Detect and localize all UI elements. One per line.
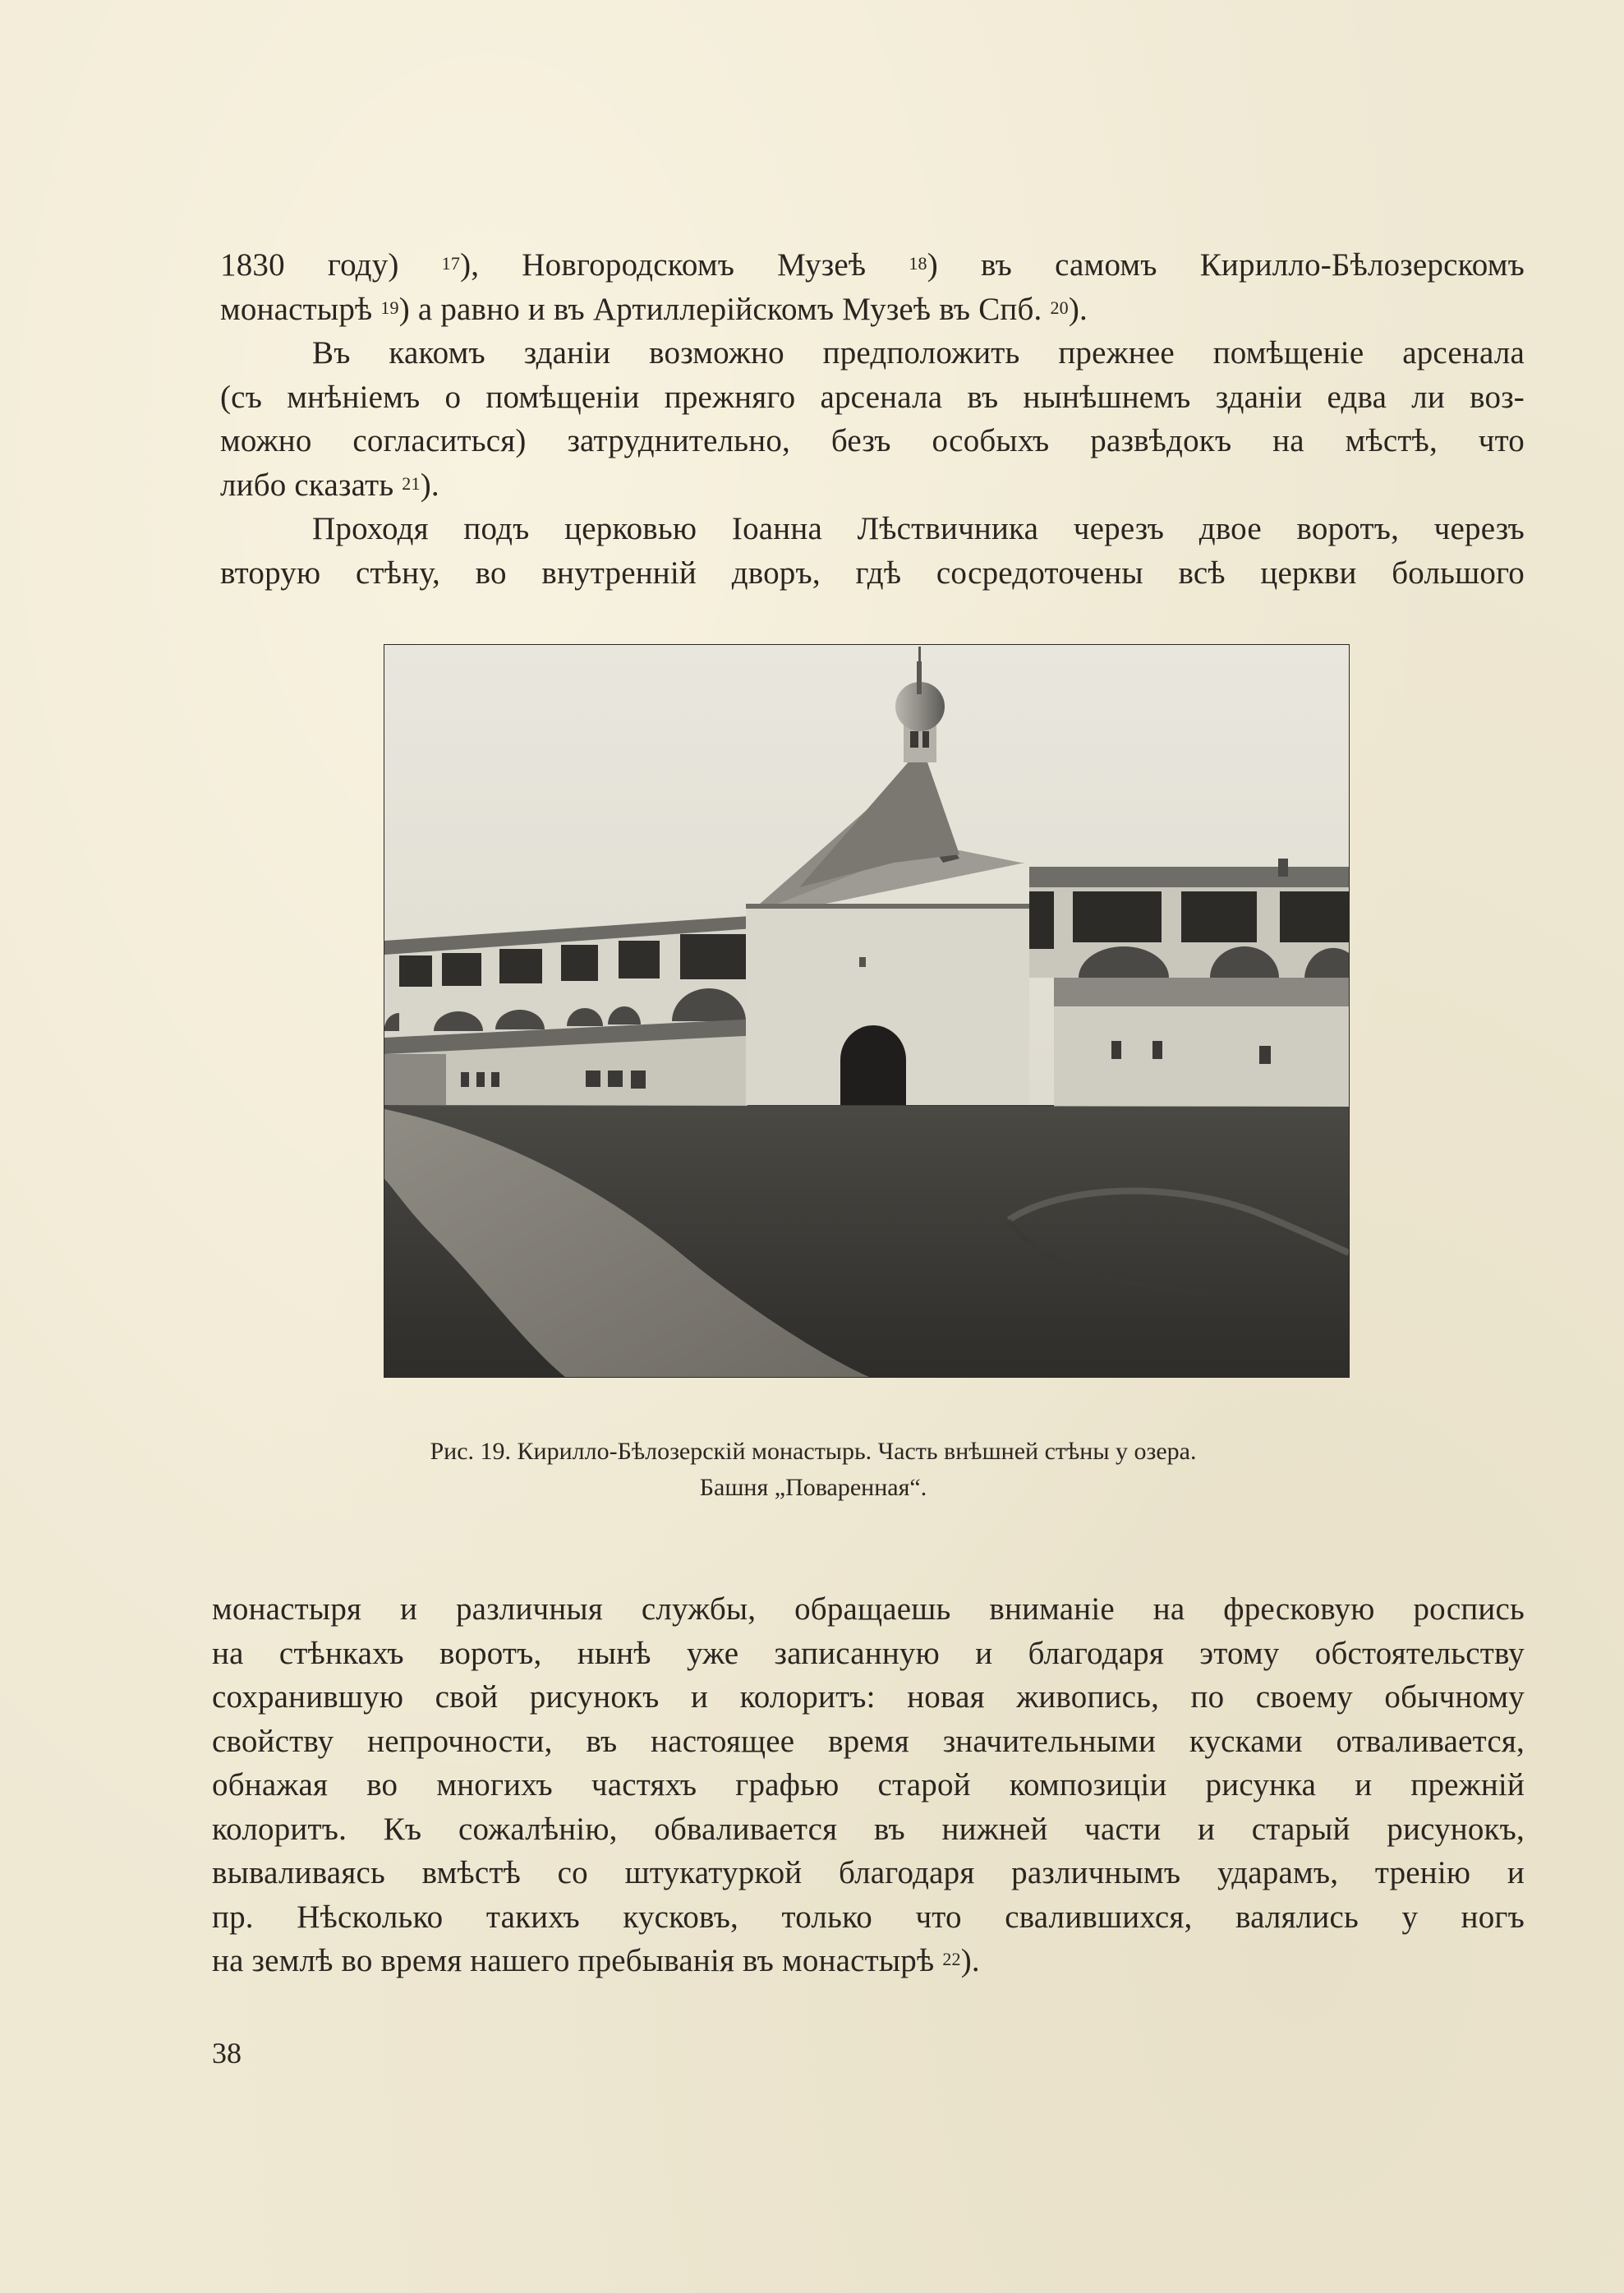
page-number: 38 — [212, 2037, 242, 2070]
text-line: монастыря и различныя службы, обращаешь вниманіе на фресковую роспись — [212, 1591, 1525, 1627]
text-line: вываливаясь вмѣстѣ со штукатуркой благодаря различнымъ ударамъ, тренію и — [212, 1855, 1525, 1890]
text-line: свойству непрочности, въ настоящее время значительными кусками отваливается, — [212, 1723, 1525, 1759]
text-line: монастырѣ $^{19}$) а равно и въ Артиллерійскомъ Музеѣ въ Спб. $^{20}$). — [220, 291, 1088, 327]
text-line: сохранившую свой рисунокъ и колоритъ: новая живопись, по своему обычному — [212, 1679, 1525, 1715]
text-line: пр. Нѣсколько такихъ кусковъ, только что свалившихся, валялись у ногъ — [212, 1899, 1525, 1935]
text-line: вторую стѣну, во внутренній дворъ, гдѣ сосредоточены всѣ церкви большого — [220, 555, 1525, 591]
text-line: 1830 году) $^{17}$), Новгородскомъ Музеѣ $^{18}$) въ самомъ Кирилло-Бѣлозерскомъ — [220, 247, 1525, 283]
text-line-paragraph-start: Въ какомъ зданіи возможно предположить прежнее помѣщеніе арсенала — [312, 335, 1525, 371]
footnote-ref: 20 — [1050, 297, 1069, 318]
monastery-photo — [384, 645, 1349, 1377]
text-line: либо сказать $^{21}$). — [220, 467, 439, 503]
body-text-bottom — [212, 1587, 1525, 1983]
text-line: обнажая во многихъ частяхъ графью старой композиціи рисунка и прежній — [212, 1767, 1525, 1803]
text-line: на стѣнкахъ воротъ, нынѣ уже записанную и благодаря этому обстоятельству — [212, 1635, 1525, 1671]
text-line-paragraph-start: Проходя подъ церковью Іоанна Лѣствичника черезъ двое воротъ, черезъ — [312, 511, 1525, 546]
text-line: можно согласиться) затруднительно, безъ особыхъ развѣдокъ на мѣстѣ, что — [220, 423, 1525, 458]
footnote-ref: 19 — [380, 297, 399, 318]
text-line: колоритъ. Къ сожалѣнію, обваливается въ нижней части и старый рисунокъ, — [212, 1811, 1525, 1847]
photo-illustration — [384, 645, 1349, 1377]
footnote-ref: 18 — [909, 253, 927, 274]
text-line: (съ мнѣніемъ о помѣщеніи прежняго арсенала въ нынѣшнемъ зданіи едва ли воз- — [220, 379, 1525, 415]
figure-caption — [329, 1434, 1298, 1506]
footnote-ref: 21 — [402, 472, 421, 494]
footnote-ref: 17 — [441, 253, 461, 274]
caption-line-2: Башня „Поваренная“. — [699, 1474, 927, 1501]
footnote-ref: 22 — [942, 1949, 961, 1969]
text-line: на землѣ во время нашего пребыванія въ монастырѣ $^{22}$). — [212, 1943, 980, 1978]
body-text-top — [220, 243, 1525, 595]
caption-line-1: Рис. 19. Кирилло-Бѣлозерскій монастырь. Часть внѣшней стѣны у озера. — [430, 1438, 1197, 1465]
